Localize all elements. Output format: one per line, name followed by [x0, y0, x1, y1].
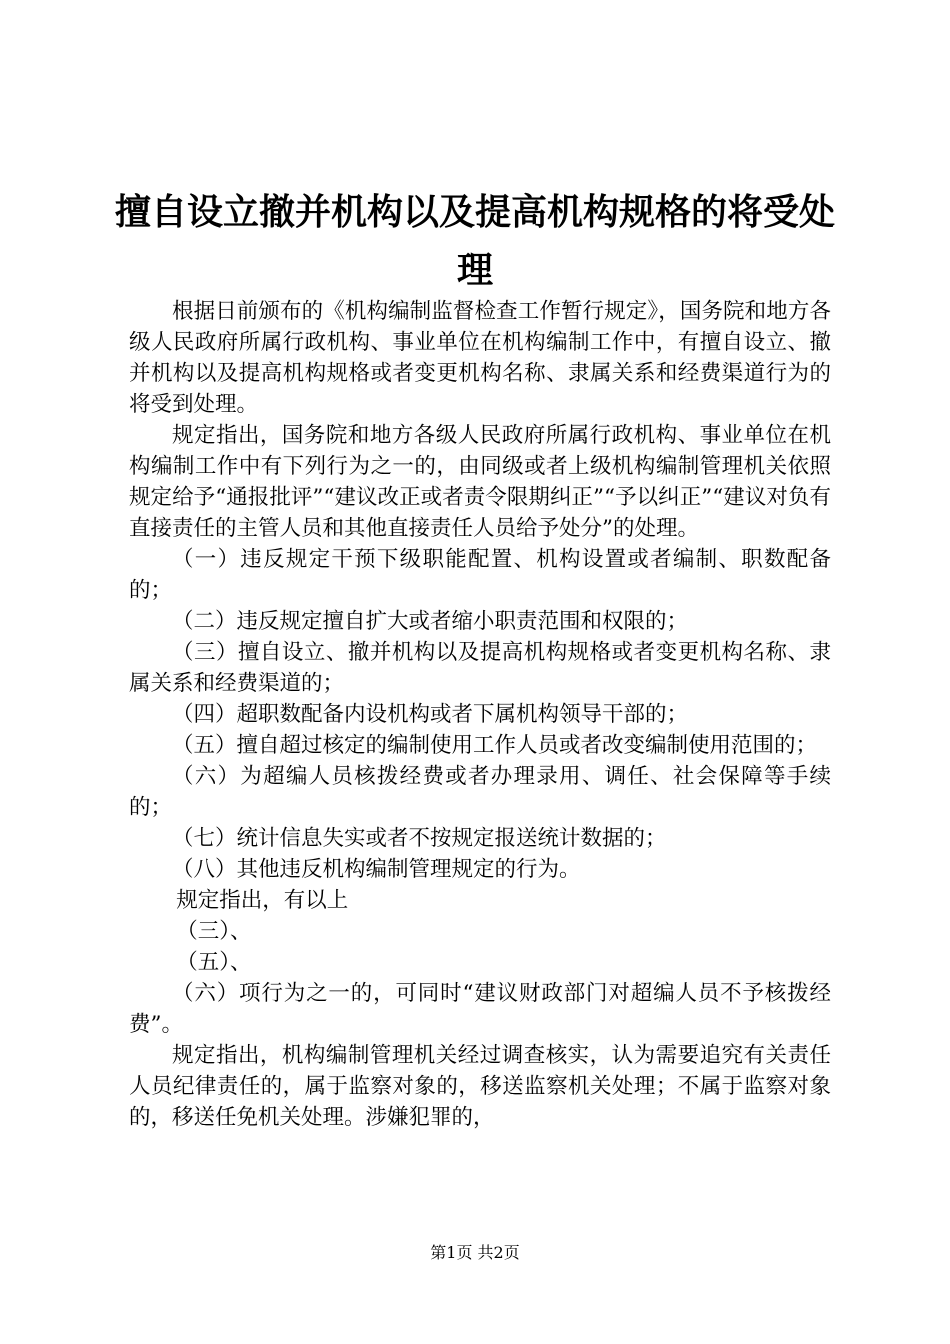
document-title: 擅自设立撤并机构以及提高机构规格的将受处理 — [114, 191, 835, 291]
paragraph-ref-5: （五）、 — [176, 950, 252, 975]
paragraph-intro: 根据日前颁布的《机构编制监督检查工作暂行规定》，国务院和地方各级人民政府所属行政机构、事业单位在机构编制工作中，有擅自设立、撤并机构以及提高机构规格或者变更机构名称、隶属关系和经费渠道行为的将受到处理。 — [129, 299, 831, 417]
paragraph-accountability: 规定指出，机构编制管理机关经过调查核实，认为需要追究有关责任人员纪律责任的，属于监察对象的，移送监察机关处理；不属于监察对象的，移送任免机关处理。涉嫌犯罪的， — [129, 1043, 831, 1130]
list-item-6: （六）为超编人员核拨经费或者办理录用、调任、社会保障等手续的； — [129, 764, 831, 820]
list-item-4: （四）超职数配备内设机构或者下属机构领导干部的； — [172, 702, 689, 727]
list-item-8: （八）其他违反机构编制管理规定的行为。 — [172, 857, 581, 882]
paragraph-ref-6: （六）项行为之一的，可同时“建议财政部门对超编人员不予核拨经费”。 — [129, 981, 831, 1037]
document-body — [129, 296, 831, 1133]
page-number-footer: 第1页 共2页 — [430, 1243, 520, 1262]
paragraph-ref-3: （三）、 — [176, 919, 252, 944]
list-item-2: （二）违反规定擅自扩大或者缩小职责范围和权限的； — [172, 609, 689, 634]
paragraph-above: 规定指出，有以上 — [176, 888, 349, 913]
paragraph-provisions: 规定指出，国务院和地方各级人民政府所属行政机构、事业单位在机构编制工作中有下列行为之一的，由同级或者上级机构编制管理机关依照规定给予“通报批评”“建议改正或者责令限期纠正”“予以纠正”“建议对负有直接责任的主管人员和其他直接责任人员给予处分”的处理。 — [129, 423, 831, 541]
list-item-5: （五）擅自超过核定的编制使用工作人员或者改变编制使用范围的； — [172, 733, 818, 758]
list-item-3: （三）擅自设立、撤并机构以及提高机构规格或者变更机构名称、隶属关系和经费渠道的； — [129, 640, 831, 696]
list-item-1: （一）违反规定干预下级职能配置、机构设置或者编制、职数配备的； — [129, 547, 831, 603]
list-item-7: （七）统计信息失实或者不按规定报送统计数据的； — [172, 826, 667, 851]
